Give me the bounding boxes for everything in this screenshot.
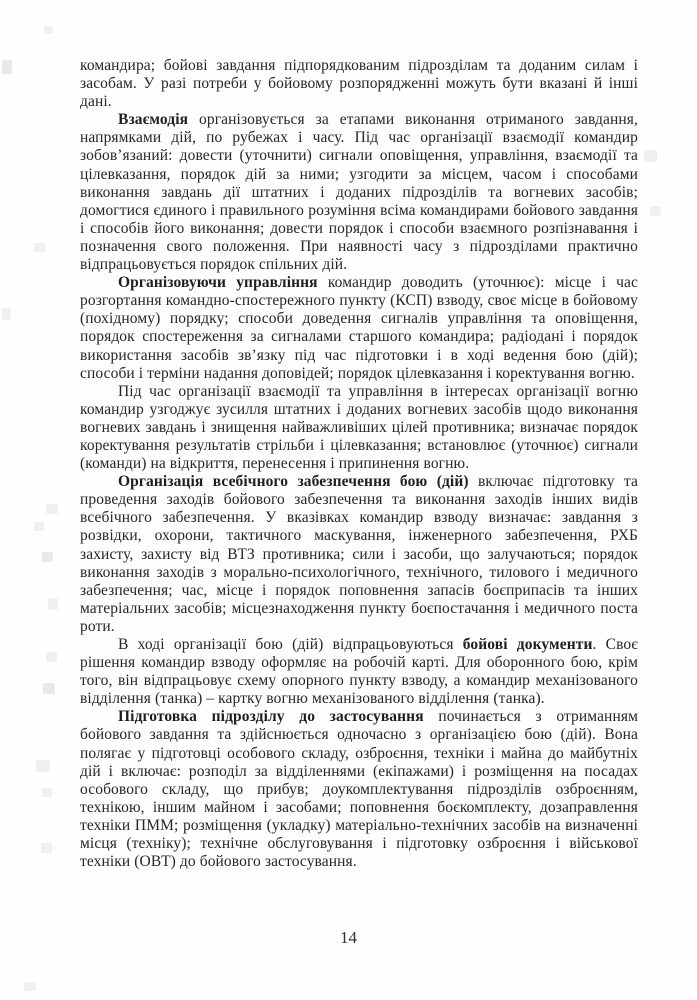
scan-artifact — [43, 683, 55, 694]
bold-run: Взаємодія — [118, 111, 189, 129]
bold-run: Організація всебічного забезпечення бою (дій) — [118, 473, 469, 491]
paragraph — [80, 383, 638, 473]
paragraph — [80, 636, 638, 708]
scan-artifact — [41, 843, 52, 853]
paragraph — [80, 57, 638, 111]
text-column — [80, 57, 638, 871]
bold-run: Організовуючи управління — [118, 274, 318, 292]
scan-artifact — [34, 243, 45, 252]
paragraph — [80, 274, 638, 383]
page-number: 14 — [340, 928, 357, 947]
scan-artifact — [46, 652, 57, 662]
scan-artifact — [42, 788, 52, 797]
scan-artifact — [42, 552, 53, 562]
text-run: організовується за етапами виконання отриманого завдання, напрямками дій, по рубежах і часу. Під час організації взаємодії командир зобов’язаний: довести (уточнити) сигнали оповіщення, управління, взаємодії та цілевказання, порядок дій за ними; узгодити за місцем, часом і способами виконання завдань дії штатних і доданих підрозділів та вогневих засобів; домогтися єдиного і правильного розуміння всіма командирами бойового завдання і способів його виконання; довести порядок і способи взаємного розпізнавання і позначення свого положення. При наявності часу з підрозділами практично відпрацьовується порядок спільних дій. — [80, 111, 638, 274]
scan-artifact — [48, 598, 58, 610]
scan-artifact — [650, 206, 661, 216]
scan-artifact — [36, 760, 50, 772]
text-run: починається з отриманням бойового завдання та здійснюється одночасно з організацією бою (дій). Вона полягає у підготовці особового складу, озброєння, техніки і майна до майбутніх дій і включає: розподіл за відділеннями (екіпажами) і розміщення на посадах особового складу, що прибув; доукомплектування підрозділів озброєнням, технікою, іншим майном і засобами; поповнення боєкомплекту, дозаправлення техніки ПММ; розміщення (укладку) матеріально-технічних засобів на визначенні місця (техніку); технічне обслуговування і підготовку озброєння і військової техніки (ОВТ) до бойового застосування. — [80, 708, 638, 871]
scan-artifact — [46, 504, 58, 514]
scan-artifact — [2, 308, 11, 320]
text-run: командира; бойові завдання підпорядкованим підрозділам та доданим силам і засобам. У разі потреби у бойовому розпорядженні можуть бути вказані й інші дані. — [80, 57, 638, 111]
scan-artifact — [44, 26, 53, 34]
paragraph — [80, 708, 638, 871]
text-run: включає підготовку та проведення заходів бойового забезпечення та виконання заходів інших видів всебічного забезпечення. У вказівках командир взводу визначає: завдання з розвідки, охорони, тактичного маскування, інженерного забезпечення, РХБ захисту, захисту від ВТЗ противника; сили і засоби, що залучаються; порядок виконання заходів з морально-психологічного, технічного, тилового і медичного забезпечення; час, місце і порядок поповнення запасів боєприпасів та інших матеріальних засобів; місцезнаходження пункту боєпостачання і медичного поста роти. — [80, 473, 638, 635]
text-run: . Своє рішення командир взводу оформляє на робочій карті. Для оборонного бою, крім того, він відпрацьовує схему опорного пункту взводу, а командир механізованого відділення (танка) – картку вогню механізованого відділення (танка). — [80, 636, 639, 708]
text-run: командир доводить (уточнює): місце і час розгортання командно-спостережного пункту (КСП) взводу, своє місце в бойовому (похідному) порядку; способи доведення сигналів управління та оповіщення, порядок спостереження за сигналами старшого командира; радіодані і порядок використання засобів зв’язку під час підготовки і в ході ведення бою (дій); способи і терміни надання доповідей; порядок цілевказання і коректування вогню. — [80, 274, 638, 382]
text-run: В ході організації бою (дій) відпрацьовуються — [118, 636, 463, 653]
paragraph — [80, 473, 638, 636]
scan-artifact — [34, 522, 44, 531]
scan-artifact — [644, 150, 657, 162]
text-run: Під час організації взаємодії та управління в інтересах організації вогню командир узгоджує зусилля штатних і доданих вогневих засобів щодо виконання вогневих завдань і знищення найважливіших цілей противника; визначає порядок коректування результатів стрільби і цілевказання; встановлює (уточнює) сигнали (команди) на відкриття, перенесення і припинення вогню. — [80, 382, 638, 473]
scan-artifact — [2, 60, 12, 74]
paragraph — [80, 111, 638, 274]
scan-artifact — [24, 982, 36, 991]
bold-run: Підготовка підрозділу до застосування — [118, 708, 424, 726]
bold-run: бойові документи — [462, 636, 593, 653]
